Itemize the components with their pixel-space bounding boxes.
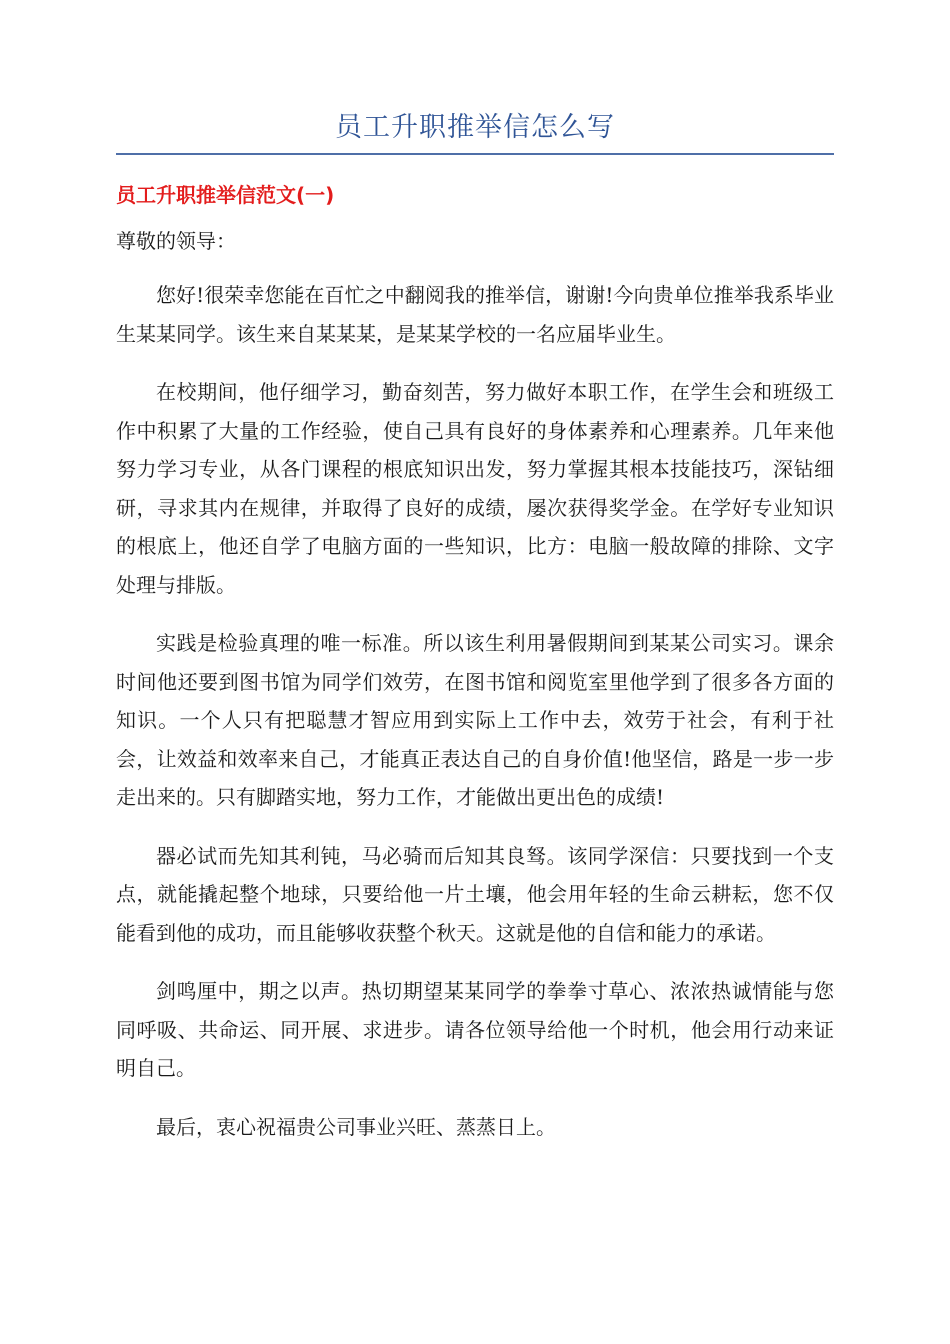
paragraph-practice: 实践是检验真理的唯一标准。所以该生利用暑假期间到某某公司实习。课余时间他还要到图书馆为同学们效劳，在图书馆和阅览室里他学到了很多各方面的知识。一个人只有把聪慧才智应用到实际上工作中去，效劳于社会，有利于社会，让效益和效率来自己，才能真正表达自己的自身价值!他坚信，路是一步一步走出来的。只有脚踏实地，努力工作，才能做出更出色的成绩!	[116, 631, 834, 809]
section-heading: 员工升职推举信范文(一)	[116, 183, 335, 207]
paragraph-confidence: 器必试而先知其利钝，马必骑而后知其良驽。该同学深信：只要找到一个支点，就能撬起整个地球，只要给他一片土壤，他会用年轻的生命云耕耘，您不仅能看到他的成功，而且能够收获整个秋天。这就是他的自信和能力的承诺。	[116, 843, 834, 945]
paragraph-request: 剑鸣厘中，期之以声。热切期望某某同学的拳拳寸草心、浓浓热诚情能与您同呼吸、共命运、同开展、求进步。请各位领导给他一个时机，他会用行动来证明自己。	[116, 979, 834, 1080]
paragraph-school-period: 在校期间，他仔细学习，勤奋刻苦，努力做好本职工作，在学生会和班级工作中积累了大量的工作经验，使自己具有良好的身体素养和心理素养。几年来他努力学习专业，从各门课程的根底知识出发，努力掌握其根本技能技巧，深钻细研，寻求其内在规律，并取得了良好的成绩，屡次获得奖学金。在学好专业知识的根底上，他还自学了电脑方面的一些知识，比方：电脑一般故障的排除、文字处理与排版。	[116, 380, 834, 597]
salutation: 尊敬的领导：	[116, 229, 236, 253]
letter-body	[116, 276, 834, 1166]
paragraph-closing: 最后，衷心祝福贵公司事业兴旺、蒸蒸日上。	[156, 1114, 556, 1139]
title-underline	[116, 153, 834, 155]
document-title: 员工升职推举信怎么写	[335, 112, 615, 143]
paragraph-greeting: 您好!很荣幸您能在百忙之中翻阅我的推举信，谢谢!今向贵单位推举我系毕业生某某同学。该生来自某某某，是某某学校的一名应届毕业生。	[116, 283, 834, 346]
